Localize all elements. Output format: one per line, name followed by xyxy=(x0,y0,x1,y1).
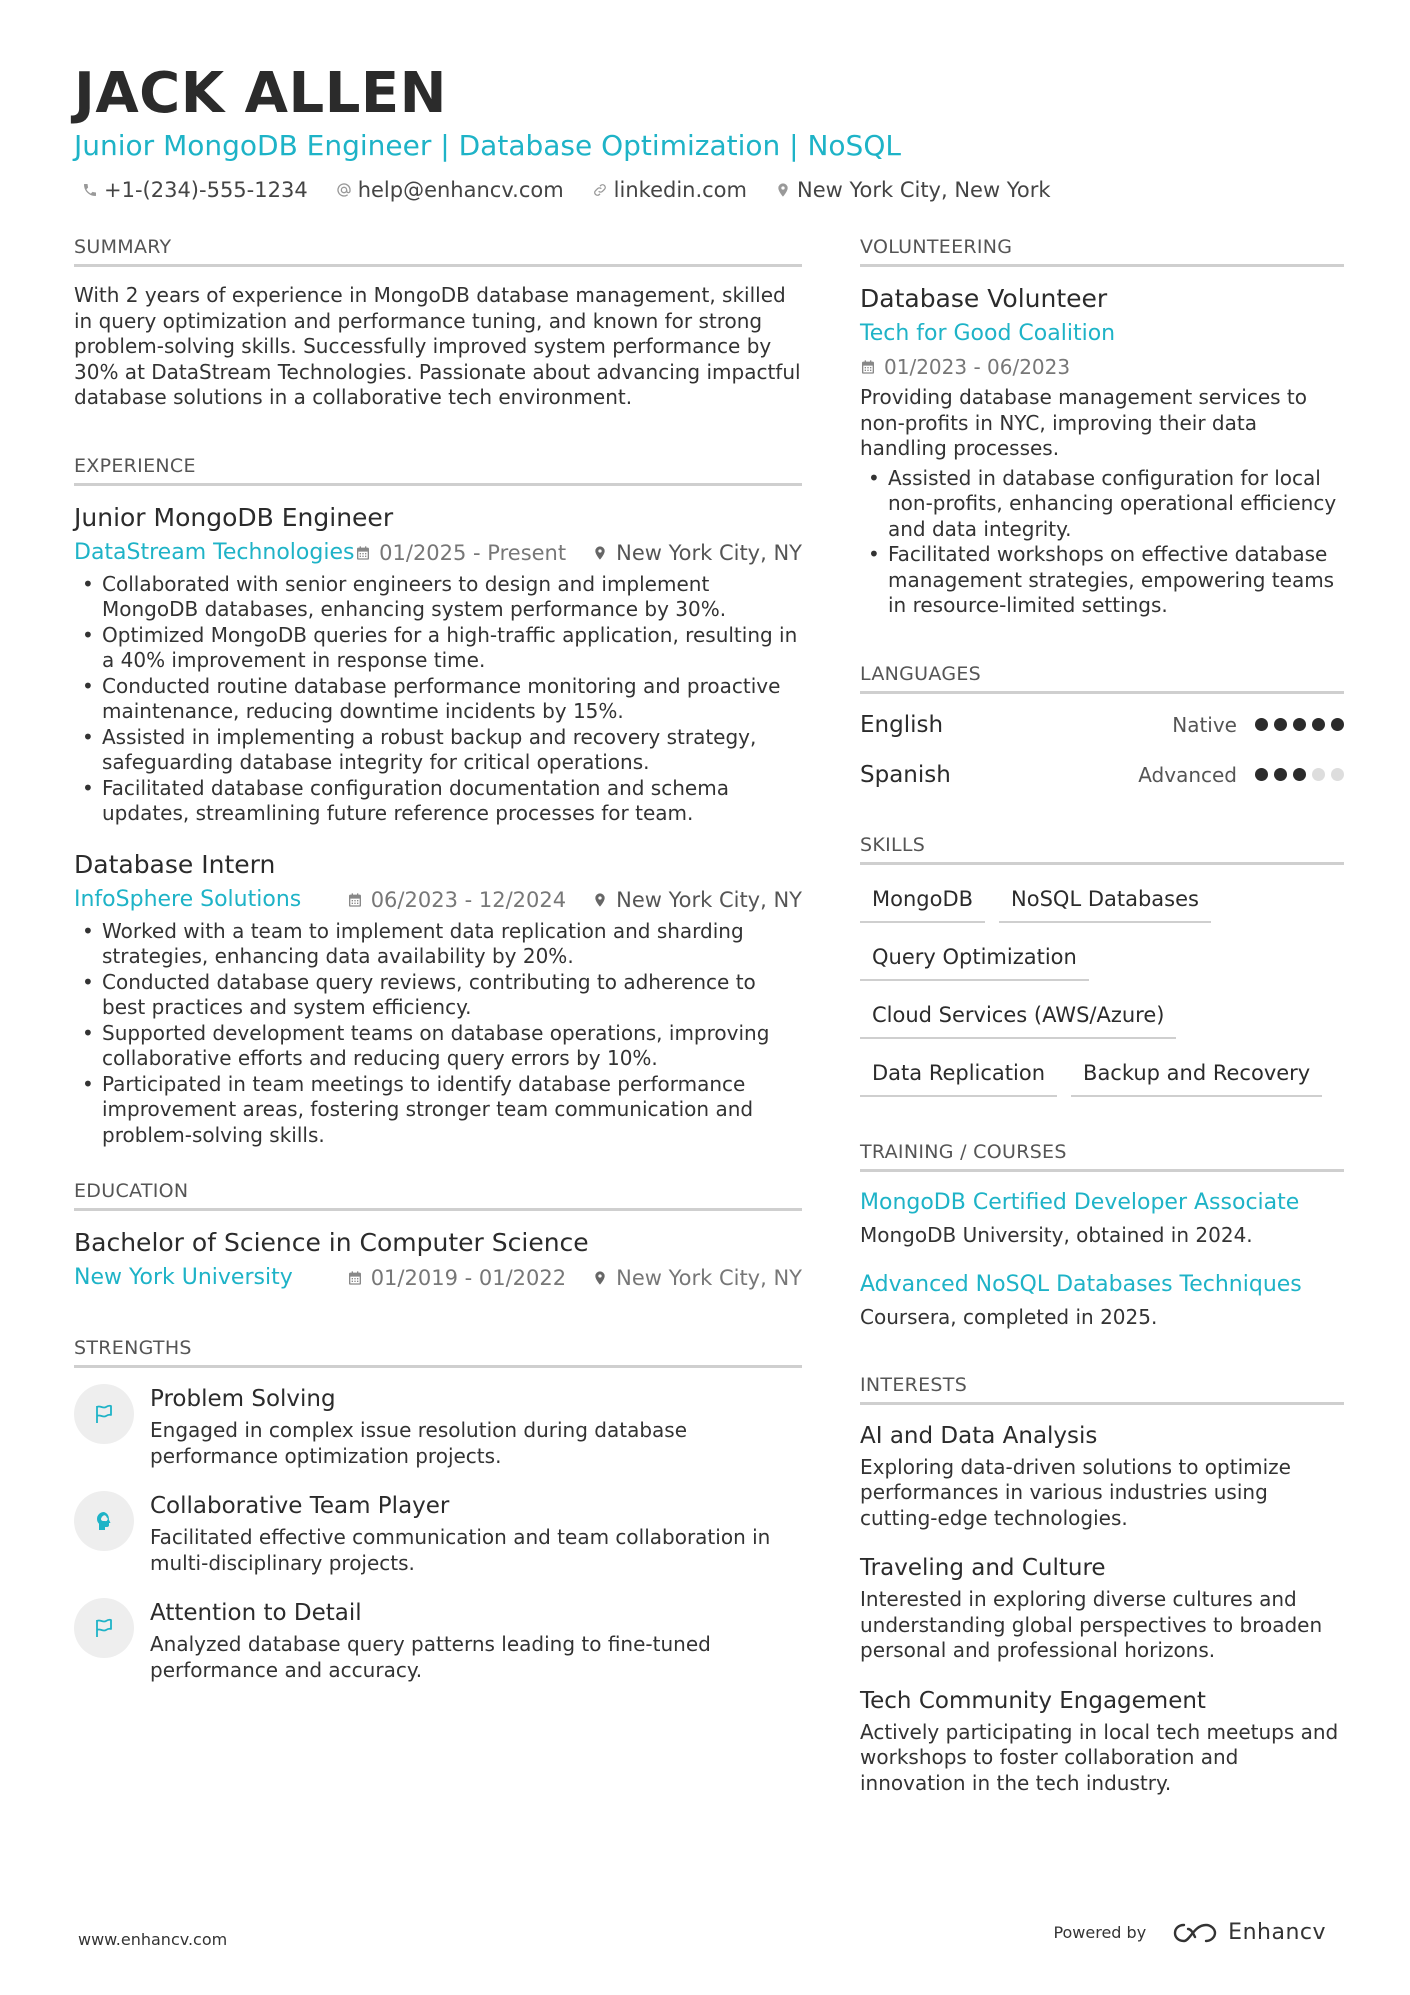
volunteer-dates: 01/2023 - 06/2023 xyxy=(860,353,1344,381)
company-name: DataStream Technologies xyxy=(74,539,355,565)
email-text: help@enhancv.com xyxy=(357,178,564,202)
section-heading: TRAINING / COURSES xyxy=(860,1141,1344,1172)
strength-desc: Analyzed database query patterns leading to fine-tuned performance and accuracy. xyxy=(150,1632,711,1682)
summary-text: With 2 years of experience in MongoDB database management, skilled in query optimization and performance tuning, and known for strong problem-solving skills. Successfully improved system performance by 30% at DataStream Technologies. Passionate about advancing impactful database solutions in a collaborative tech environment. xyxy=(74,283,801,409)
language-rating xyxy=(1255,768,1344,781)
skill-tag: MongoDB xyxy=(860,881,985,923)
location-pin-icon xyxy=(592,545,608,561)
summary-section xyxy=(74,236,802,411)
strengths-section xyxy=(74,1337,802,1683)
interest-title: Traveling and Culture xyxy=(860,1555,1106,1581)
degree-title: Bachelor of Science in Computer Science xyxy=(74,1228,589,1257)
strength-item xyxy=(74,1384,802,1469)
course-title: Advanced NoSQL Databases Techniques xyxy=(860,1271,1302,1297)
interest-item xyxy=(860,1421,1344,1532)
calendar-icon xyxy=(347,1270,363,1286)
education-section xyxy=(74,1180,802,1293)
phone-text: +1-(234)-555-1234 xyxy=(104,178,308,202)
list-item: • Assisted in database configuration for local non-profits, enhancing operational efficiency and data integrity. xyxy=(860,466,1344,543)
rating-dot-filled xyxy=(1312,718,1325,731)
job-entry xyxy=(74,849,802,1149)
education-location: New York City, NY xyxy=(592,1263,802,1293)
link-icon xyxy=(592,182,608,198)
candidate-name: JACK ALLEN xyxy=(74,61,447,126)
strength-item xyxy=(74,1491,802,1576)
footer-website[interactable]: www.enhancv.com xyxy=(78,1930,228,1949)
list-item: • Conducted routine database performance monitoring and proactive maintenance, reducing downtime incidents by 15%. xyxy=(74,674,802,725)
list-item: • Participated in team meetings to identify database performance improvement areas, fostering stronger team communication and problem-solving skills. xyxy=(74,1072,802,1149)
interest-desc: Actively participating in local tech meetups and workshops to foster collaboration and innovation in the tech industry. xyxy=(860,1719,1339,1795)
course-desc: Coursera, completed in 2025. xyxy=(860,1304,1158,1329)
section-heading: VOLUNTEERING xyxy=(860,236,1344,267)
training-section xyxy=(860,1141,1344,1330)
list-item: • Conducted database query reviews, contributing to adherence to best practices and system efficiency. xyxy=(74,970,802,1021)
language-row xyxy=(860,760,1344,790)
section-heading: SKILLS xyxy=(860,834,1344,865)
flag-icon xyxy=(74,1598,134,1658)
skill-tag: Backup and Recovery xyxy=(1071,1055,1322,1097)
skill-tag: NoSQL Databases xyxy=(999,881,1211,923)
resume-header xyxy=(74,62,1344,202)
course-desc: MongoDB University, obtained in 2024. xyxy=(860,1222,1253,1247)
volunteer-title: Database Volunteer xyxy=(860,284,1108,313)
list-item: • Worked with a team to implement data replication and sharding strategies, enhancing data availability by 20%. xyxy=(74,919,802,970)
contact-email[interactable] xyxy=(336,178,564,202)
section-heading: STRENGTHS xyxy=(74,1337,802,1368)
strength-desc: Facilitated effective communication and team collaboration in multi-disciplinary projects. xyxy=(150,1525,771,1575)
powered-by-label: Powered by xyxy=(1053,1923,1147,1942)
interest-item xyxy=(860,1553,1344,1664)
rating-dot-filled xyxy=(1331,718,1344,731)
job-dates: 06/2023 - 12/2024 xyxy=(347,885,566,915)
left-column xyxy=(74,236,802,1727)
location-pin-icon xyxy=(592,892,608,908)
section-heading: EXPERIENCE xyxy=(74,455,802,486)
job-entry xyxy=(74,502,802,827)
strength-title: Problem Solving xyxy=(150,1386,336,1412)
rating-dot-filled xyxy=(1293,768,1306,781)
list-item: • Assisted in implementing a robust backup and recovery strategy, safeguarding database integrity for critical operations. xyxy=(74,725,802,776)
right-column xyxy=(860,236,1344,1840)
list-item: • Facilitated workshops on effective database management strategies, empowering teams in resource-limited settings. xyxy=(860,542,1344,619)
calendar-icon xyxy=(355,545,371,561)
list-item: • Facilitated database configuration documentation and schema updates, streamlining future reference processes for team. xyxy=(74,776,802,827)
interest-desc: Exploring data-driven solutions to optimize performances in various industries using cutting-edge technologies. xyxy=(860,1454,1291,1530)
language-name: Spanish xyxy=(860,761,951,788)
strength-item xyxy=(74,1598,802,1683)
enhancv-logo[interactable] xyxy=(1172,1920,1326,1945)
job-location: New York City, NY xyxy=(592,538,802,568)
volunteering-section xyxy=(860,236,1344,619)
rating-dot-filled xyxy=(1255,718,1268,731)
course-item xyxy=(860,1270,1344,1330)
language-name: English xyxy=(860,711,944,738)
education-meta xyxy=(74,1263,802,1293)
location-pin-icon xyxy=(592,1270,608,1286)
list-item: • Supported development teams on database operations, improving collaborative efforts and reducing query errors by 10%. xyxy=(74,1021,802,1072)
course-item xyxy=(860,1188,1344,1248)
language-rating xyxy=(1255,718,1344,731)
calendar-icon xyxy=(347,892,363,908)
interest-title: Tech Community Engagement xyxy=(860,1687,1206,1714)
course-title: MongoDB Certified Developer Associate xyxy=(860,1189,1300,1215)
candidate-title: Junior MongoDB Engineer | Database Optimization | NoSQL xyxy=(74,129,901,162)
list-item: • Collaborated with senior engineers to design and implement MongoDB databases, enhancing system performance by 30%. xyxy=(74,572,802,623)
location-text: New York City, New York xyxy=(796,178,1051,202)
flag-icon xyxy=(74,1384,134,1444)
contact-linkedin[interactable] xyxy=(592,178,747,202)
contact-phone[interactable] xyxy=(82,178,308,202)
company-name: InfoSphere Solutions xyxy=(74,886,302,912)
section-heading: EDUCATION xyxy=(74,1180,802,1211)
volunteer-bullets xyxy=(860,466,1344,619)
job-meta xyxy=(74,885,802,915)
job-bullets xyxy=(74,572,802,827)
volunteer-org: Tech for Good Coalition xyxy=(860,321,1116,346)
skill-tag: Data Replication xyxy=(860,1055,1057,1097)
language-level: Advanced xyxy=(1138,762,1237,787)
brain-head-icon xyxy=(74,1491,134,1551)
contact-bar xyxy=(74,178,1344,202)
language-row xyxy=(860,710,1344,740)
linkedin-text: linkedin.com xyxy=(613,178,747,202)
volunteer-desc: Providing database management services to non-profits in NYC, improving their data handling processes. xyxy=(860,385,1308,460)
job-title: Junior MongoDB Engineer xyxy=(74,502,394,532)
job-title: Database Intern xyxy=(74,849,276,879)
skill-tag: Query Optimization xyxy=(860,939,1089,981)
list-item: • Optimized MongoDB queries for a high-traffic application, resulting in a 40% improvement in response time. xyxy=(74,623,802,674)
section-heading: SUMMARY xyxy=(74,236,802,267)
footer-branding xyxy=(1053,1920,1326,1945)
calendar-icon xyxy=(860,359,876,375)
interest-desc: Interested in exploring diverse cultures and understanding global perspectives to broaden personal and professional horizons. xyxy=(860,1587,1323,1662)
skills-section xyxy=(860,834,1344,1097)
experience-section xyxy=(74,455,802,1149)
skill-tag: Cloud Services (AWS/Azure) xyxy=(860,997,1176,1039)
job-dates: 01/2025 - Present xyxy=(355,538,566,568)
enhancv-logo-icon xyxy=(1172,1921,1218,1945)
rating-dot-empty xyxy=(1312,768,1325,781)
interest-item xyxy=(860,1686,1344,1797)
section-heading: LANGUAGES xyxy=(860,663,1344,694)
strength-title: Attention to Detail xyxy=(150,1600,362,1626)
rating-dot-filled xyxy=(1274,718,1287,731)
strength-desc: Engaged in complex issue resolution during database performance optimization projects. xyxy=(150,1418,688,1468)
school-name: New York University xyxy=(74,1265,293,1290)
rating-dot-filled xyxy=(1255,768,1268,781)
rating-dot-filled xyxy=(1274,768,1287,781)
contact-location xyxy=(775,178,1051,202)
language-level: Native xyxy=(1172,712,1237,737)
skills-list xyxy=(860,881,1344,1097)
brand-name: Enhancv xyxy=(1228,1920,1326,1945)
phone-icon xyxy=(82,182,98,198)
strength-title: Collaborative Team Player xyxy=(150,1493,450,1519)
job-bullets xyxy=(74,919,802,1149)
interest-title: AI and Data Analysis xyxy=(860,1422,1098,1449)
education-dates: 01/2019 - 01/2022 xyxy=(347,1263,566,1293)
rating-dot-filled xyxy=(1293,718,1306,731)
languages-section xyxy=(860,663,1344,790)
job-location: New York City, NY xyxy=(592,885,802,915)
at-icon xyxy=(336,182,352,198)
job-meta xyxy=(74,538,802,568)
rating-dot-empty xyxy=(1331,768,1344,781)
interests-section xyxy=(860,1374,1344,1797)
location-pin-icon xyxy=(775,182,791,198)
section-heading: INTERESTS xyxy=(860,1374,1344,1405)
